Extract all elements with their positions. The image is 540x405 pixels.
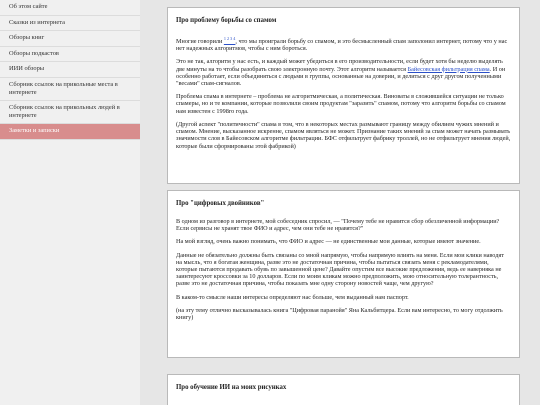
sidebar: [0, 0, 141, 405]
sidebar-item-podcast-reviews[interactable]: Обзоры подкастов: [0, 47, 140, 63]
post-paragraph: Проблема спама в интернете – проблема не алгоритмическая, а политическая. Виноваты в сложившейся ситуации не только спамеры, но и те компании, которые позволили своим продуктам "заразить" спамом, потому что алгоритм борьбы со спамом нам известен с 1998го года.: [176, 93, 506, 115]
post-paragraph: На мой взгляд, очень важно понимать, что ФИО и адрес — не единственные мои данные, которые имеют значение.: [176, 238, 481, 246]
post-paragraph: [176, 35, 511, 52]
post-card: [167, 7, 520, 184]
sidebar-item-ai-reviews[interactable]: ИИИ обзоры: [0, 62, 140, 78]
sidebar-item-book-reviews[interactable]: Обзоры книг: [0, 31, 140, 47]
footnote-numbers: 1 2 3 4: [223, 36, 236, 41]
footnote-links[interactable]: [224, 38, 236, 45]
post-paragraph: [176, 58, 511, 87]
paragraph-text: . И он особенно работает, если объединяться с людьми в группы, основанные на доверии, и делиться с друг другом полученными "весами" спам-сигналов.: [176, 65, 506, 88]
sidebar-item-tales[interactable]: Сказки из интернета: [0, 16, 140, 32]
post-title: Про обучение ИИ на моих рисунках: [176, 384, 287, 391]
sidebar-item-places-links[interactable]: Сборник ссылок на прикольные места в интернете: [0, 78, 140, 101]
sidebar-item-notes[interactable]: Заметки и записки: [0, 124, 140, 140]
post-paragraph: (на эту тему отлично высказывалась книга "Цифровая паранойя" Яна Кальбитцера. Если вам интересно, то могу отдолжить книгу): [176, 306, 503, 322]
post-title: Про проблему борьбы со спамом: [176, 17, 277, 24]
sidebar-item-about[interactable]: Об этом сайте: [0, 0, 140, 16]
post-card: [167, 374, 520, 405]
main-content: [140, 0, 540, 405]
post-paragraph: Данные не обязательно должны быть связаны со мной напрямую, чтобы напрямую влиять на меня. Если мои клики наводят на мысль, что я богатая женщина, разве это не достаточная причина, чтобы пытаться связать меня с рекламодателями, которые пытаются продавать обувь по завышенной цене? Давайте опустим все высокие предложения, ведь ее наверняка не заинтересуют кроссовки за 10 долларов. Если по моим кликам можно предположить, мою относительную толерантность, разве это не достаточная причина, чтобы показать мне одну сторону новостей чаще, чем другую?: [176, 251, 504, 288]
post-paragraph: В каком-то смысле наши интересы определяют нас больше, чем выданный нам паспорт.: [176, 293, 409, 301]
paragraph-text: Это не так, алгоритм у нас есть, и каждый может убедиться в его производительности, если будет хотя бы неделю выделять две минуты на то чтобы разобрать свою электронную почту. Этот алгоритм называется: [176, 58, 503, 73]
post-title: Про "цифровых двойников": [176, 200, 265, 207]
sidebar-item-people-links[interactable]: Сборник ссылок на прикольных людей в интернете: [0, 101, 140, 124]
post-paragraph: (Другой аспект "политичности" спама в том, что в некоторых местах размывают границу между обилием чужих мнений и спамом. Мнение, высказанное искренне, спамом являться не может. Признание таких мнений за спам может начать размывать значимости слов в Байесовском алгоритме фильтрации. БФС отфильтрует фабрику троллей, но не отфильтрует мнения людей, которые были сформированы этой фабрикой): [176, 120, 511, 150]
paragraph-text: Многие говорили: [176, 38, 223, 46]
paragraph-text: , что мы проиграли борьбу со спамом, и это бесмысленный спам заполонил интернет, потому что у нас нет надежных алгоритмов, чтобы с ним бороться.: [176, 38, 508, 53]
post-card: [167, 190, 520, 358]
post-paragraph: В одном из разговор в интернете, мой собеседник спросил, — "Почему тебе не нравится сбор обезличенной информации? Если сервисы не хранят твое ФИО и адрес, чем они тебе не нравятся?": [176, 218, 500, 233]
bayesian-filter-link[interactable]: Байесовская фильтрация спама: [407, 65, 490, 73]
